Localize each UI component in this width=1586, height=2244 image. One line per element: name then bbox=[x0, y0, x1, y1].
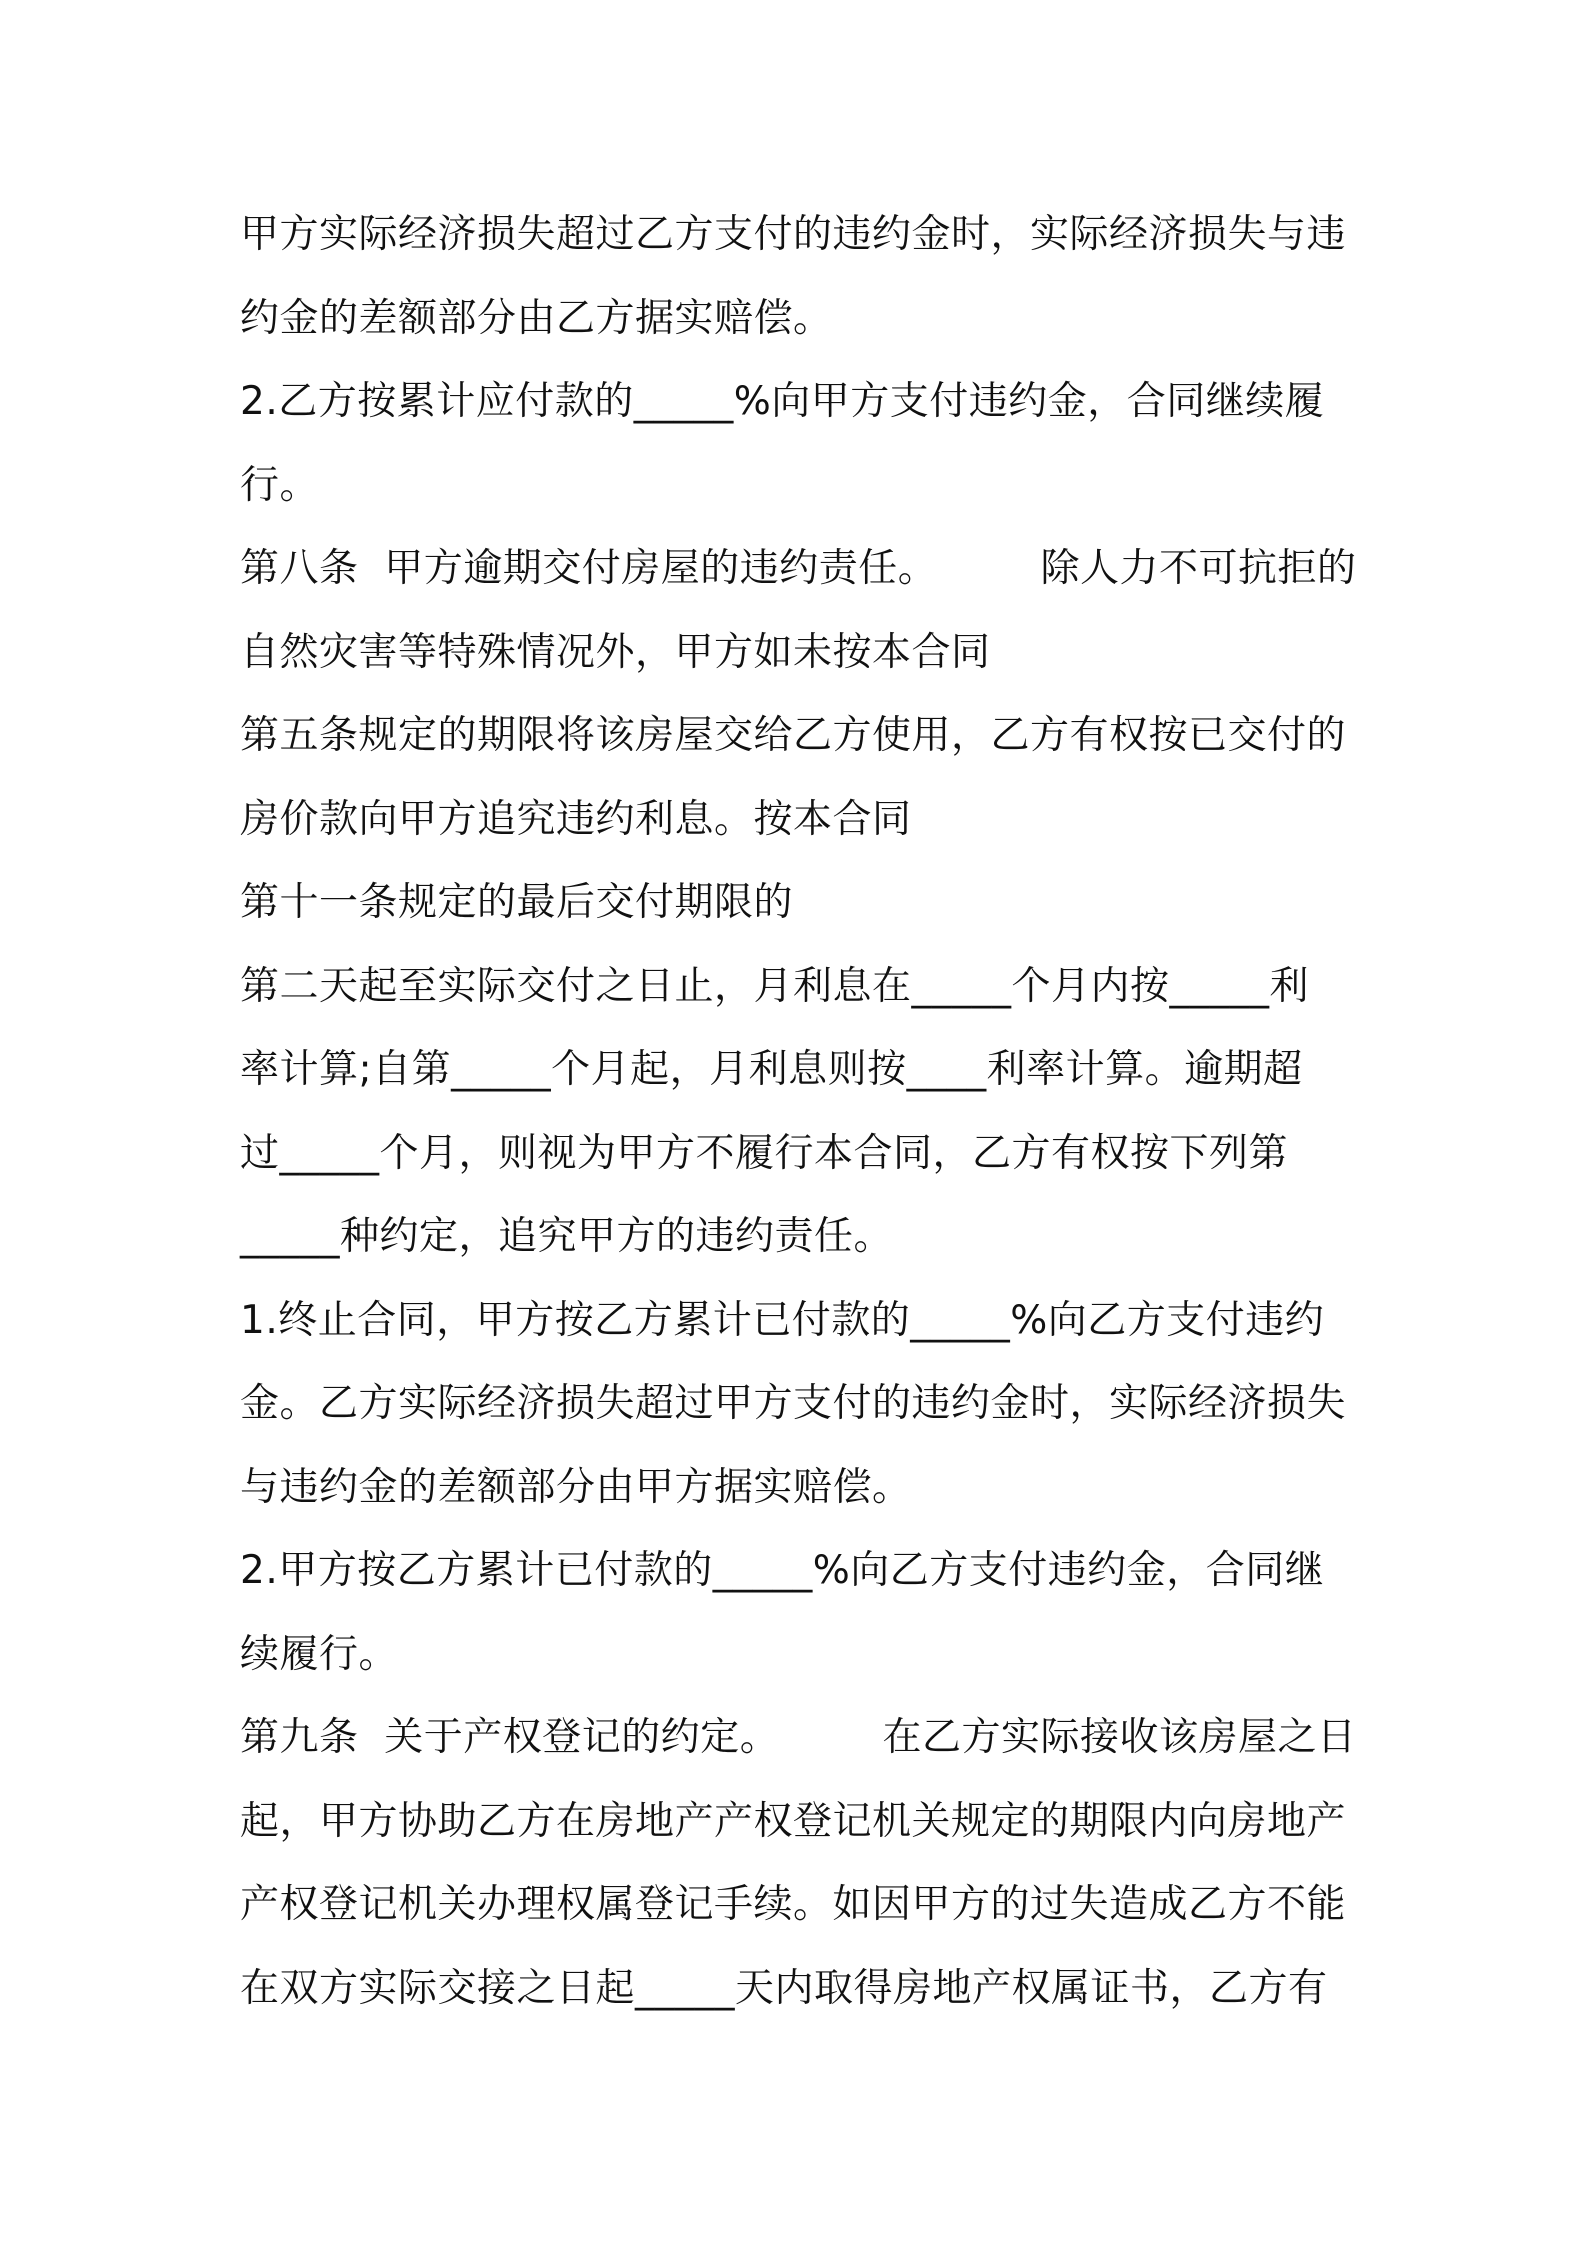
text-line: 率计算;自第_____个月起，月利息则按____利率计算。逾期超 bbox=[240, 1047, 1303, 1092]
text-line: 自然灾害等特殊情况外，甲方如未按本合同 bbox=[240, 629, 991, 675]
text-line: 第五条规定的期限将该房屋交给乙方使用，乙方有权按已交付的 bbox=[240, 713, 1347, 758]
text-line: 第十一条规定的最后交付期限的 bbox=[240, 880, 794, 925]
text-line: 甲方实际经济损失超过乙方支付的违约金时，实际经济损失与违 bbox=[240, 212, 1347, 257]
text-line: 过_____个月，则视为甲方不履行本合同，乙方有权按下列第 bbox=[240, 1130, 1289, 1176]
article-8-heading-line: 第八条 甲方逾期交付房屋的违约责任。 除人力不可抗拒的 bbox=[240, 546, 1357, 591]
text-line: 约金的差额部分由乙方据实赔偿。 bbox=[240, 295, 833, 341]
text-line: 产权登记机关办理权属登记手续。如因甲方的过失造成乙方不能 bbox=[240, 1882, 1347, 1927]
text-line: 第二天起至实际交付之日止，月利息在_____个月内按_____利 bbox=[240, 963, 1310, 1009]
text-line: 与违约金的差额部分由甲方据实赔偿。 bbox=[240, 1464, 912, 1510]
text-line: 在双方实际交接之日起_____天内取得房地产权属证书，乙方有 bbox=[240, 1965, 1328, 2011]
text-line: 房价款向甲方追究违约利息。按本合同 bbox=[240, 796, 912, 842]
text-line: 行。 bbox=[240, 462, 320, 508]
text-line: 2.甲方按乙方累计已付款的_____%向乙方支付违约金，合同继 bbox=[240, 1548, 1325, 1593]
text-line: 续履行。 bbox=[240, 1631, 399, 1677]
article-9-heading-line: 第九条 关于产权登记的约定。 在乙方实际接收该房屋之日 bbox=[240, 1715, 1357, 1760]
text-line: 金。乙方实际经济损失超过甲方支付的违约金时，实际经济损失 bbox=[240, 1381, 1347, 1426]
text-line: 起，甲方协助乙方在房地产产权登记机关规定的期限内向房地产 bbox=[240, 1798, 1347, 1844]
text-line: 2.乙方按累计应付款的_____%向甲方支付违约金，合同继续履 bbox=[240, 379, 1325, 424]
text-line: 1.终止合同，甲方按乙方累计已付款的_____%向乙方支付违约 bbox=[240, 1297, 1325, 1343]
contract-text-body bbox=[240, 193, 1360, 2030]
text-line: _____种约定，追究甲方的违约责任。 bbox=[240, 1214, 894, 1259]
